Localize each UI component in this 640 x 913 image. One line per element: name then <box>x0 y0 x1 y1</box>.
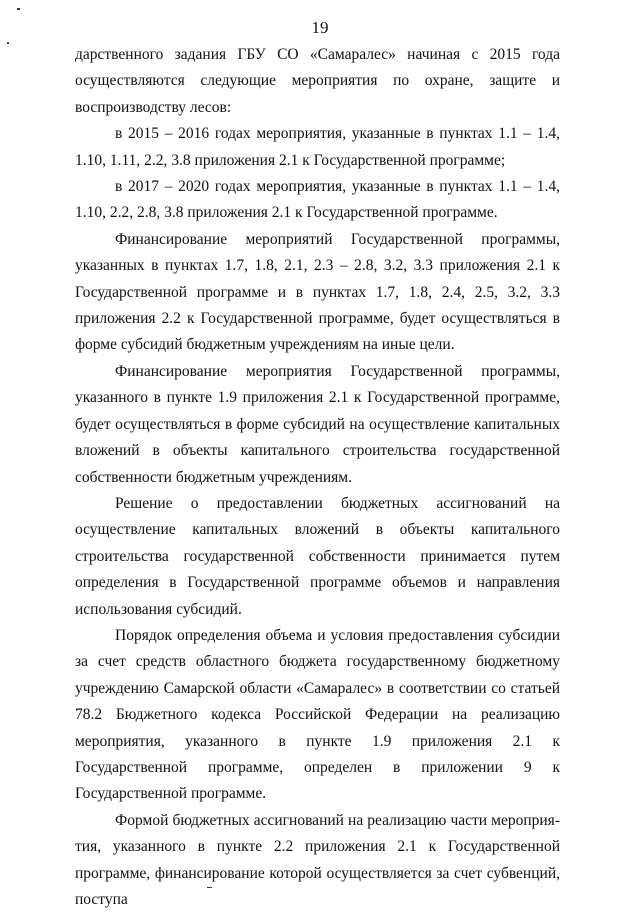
scan-artifact <box>17 8 20 10</box>
scan-artifact <box>7 42 9 44</box>
paragraph-financing-capital: Финансирование мероприятия Государственной программы, указанного в пункте 1.9 приложения 2.1 к Государственной программе, будет осуществляться в форме субсидий на осуществление капитальных вложений в объекты капитального строительства государственной собственности бюджетным учреждениям. <box>75 362 560 486</box>
paragraph-budget-allocations: Формой бюджетных ассигнований на реализацию части мероприятия, указанного в пункте 2.2 приложения 2.1 к Государственной программе, финансирование которой осуществляется за счет субвенций, поступа <box>75 811 560 908</box>
paragraph-budget-decision: Решение о предоставлении бюджетных ассигнований на осуществление капитальных вложений в объекты капитального строительства государственной собственности принимается путем определения в Государственной программе объемов и направления использования субсидий. <box>75 494 560 618</box>
document-body <box>75 42 560 913</box>
page-number: 19 <box>311 18 329 37</box>
paragraph-continuation: дарственного задания ГБУ СО «Самаралес» начиная с 2015 года осуществляются следующие мероприятия по охране, защите и воспроизводству лесов: <box>75 46 560 116</box>
paragraph-financing-subsidies: Финансирование мероприятий Государственной программы, указанных в пунктах 1.7, 1.8, 2.1, 2.3 – 2.8, 3.2, 3.3 приложения 2.1 к Государственной программе и в пунктах 1.7, 1.8, 2.4, 2.5, 3.2, 3.3 приложения 2.2 к Государственной программе, будет осуществляться в форме субсидий бюджетным учреждениям на иные цели. <box>75 230 560 354</box>
paragraph-item-2017-2020: в 2017 – 2020 годах мероприятия, указанные в пунктах 1.1 – 1.4, 1.10, 2.2, 2.8, 3.8 приложения 2.1 к Государственной программе. <box>75 178 560 222</box>
paragraph-item-2015-2016: в 2015 – 2016 годах мероприятия, указанные в пунктах 1.1 – 1.4, 1.10, 1.11, 2.2, 3.8 приложения 2.1 к Государственной программе; <box>75 125 560 169</box>
paragraph-subsidy-procedure: Порядок определения объема и условия предоставления субсидии за счет средств областного бюджета государственному бюджетному учреждению Самарской области «Самаралес» в соответствии со статьей 78.2 Бюджетного кодекса Российской Федерации на реализацию мероприятия, указанного в пункте 1.9 приложения 2.1 к Государственной программе, определен в приложении 9 к Государственной программе. <box>75 626 560 803</box>
